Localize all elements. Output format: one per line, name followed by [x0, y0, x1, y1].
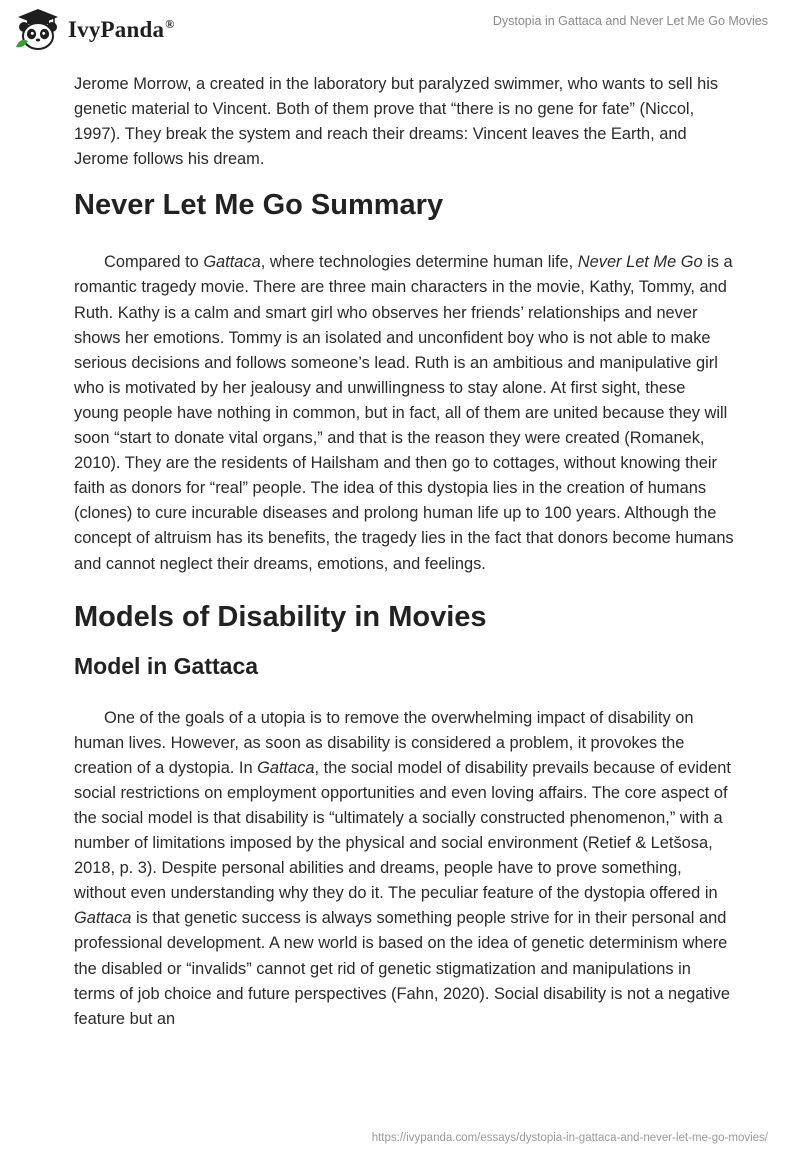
intro-paragraph: Jerome Morrow, a created in the laboratory but paralyzed swimmer, who wants to sell his genetic material to Vincent. Both of them prove that “there is no gene for fate” (Niccol, 1997). They break the system and reach their dreams: Vincent leaves the Earth, and Jerome follows his dream. [74, 75, 719, 169]
trademark-symbol: ® [165, 17, 175, 32]
summary-text-mid: , where technologies determine human life, [260, 253, 578, 272]
summary-text-start: Compared to [104, 253, 204, 272]
summary-title-gattaca: Gattaca [203, 253, 261, 272]
section-heading-models-of-disability: Models of Disability in Movies [74, 600, 487, 633]
article-body [74, 72, 734, 1032]
section-heading-never-let-me-go: Never Let Me Go Summary [74, 189, 444, 222]
brand-logo[interactable] [14, 7, 174, 53]
summary-title-never-let-me-go: Never Let Me Go [577, 253, 703, 272]
subsection-heading-model-in-gattaca: Model in Gattaca [74, 652, 259, 679]
page-header [0, 0, 800, 70]
model-text-start: One of the goals of a utopia is to remove the overwhelming impact of disability on human lives. However, as soon as disability is considered a problem, it provokes the creation of a dystopia. In [74, 708, 694, 777]
panda-graduate-icon [14, 7, 62, 53]
gattaca-model-paragraph [74, 706, 734, 1032]
brand-name: IvyPanda® [68, 17, 175, 42]
summary-text-end: is a romantic tragedy movie. There are three main characters in the movie, Kathy, Tommy, and Ruth. Kathy is a calm and smart girl who observes her friends’ relationships and never shows her emotions. Tommy is an isolated and unconfident boy who is not able to make serious decisions and follows someone’s lead. Ruth is an ambitious and manipulative girl who is motivated by her jealousy and unwillingness to stay alone. At first sight, these young people have nothing in common, but in fact, all of them are united because they will soon “start to donate vital organs,” and that is the reason they were created (Romanek, 2010). They are the residents of Hailsham and then go to cottages, without knowing their faith as donors for “real” people. The idea of this dystopia lies in the creation of humans (clones) to cure incurable diseases and prolong human life up to 100 years. Although the concept of altruism has its benefits, the tragedy lies in the fact that donors become humans and cannot neglect their dreams, emotions, and feelings. [74, 253, 734, 573]
model-title-gattaca-2: Gattaca [74, 909, 132, 928]
model-text-end: is that genetic success is always something people strive for in their personal and professional development. A new world is based on the idea of genetic determinism where the disabled or “invalids” cannot get rid of genetic stigmatization and manipulations in terms of job choice and future perspectives (Fahn, 2020). Social disability is not a negative feature but an [74, 909, 730, 1028]
summary-paragraph [74, 250, 734, 576]
document-title: Dystopia in Gattaca and Never Let Me Go Movies [492, 14, 768, 28]
model-title-gattaca-1: Gattaca [257, 758, 315, 777]
source-url-link[interactable]: https://ivypanda.com/essays/dystopia-in-gattaca-and-never-let-me-go-movies/ [371, 1132, 768, 1144]
model-text-mid: , the social model of disability prevails because of evident social restrictions on employment opportunities and even loving affairs. The core aspect of the social model is that disability is “ultimately a socially constructed phenomenon,” with a number of limitations imposed by the physical and social environment (Retief & Letšosa, 2018, p. 3). Despite personal abilities and dreams, people have to prove something, without even understanding why they do it. The peculiar feature of the dystopia offered in [74, 758, 731, 903]
